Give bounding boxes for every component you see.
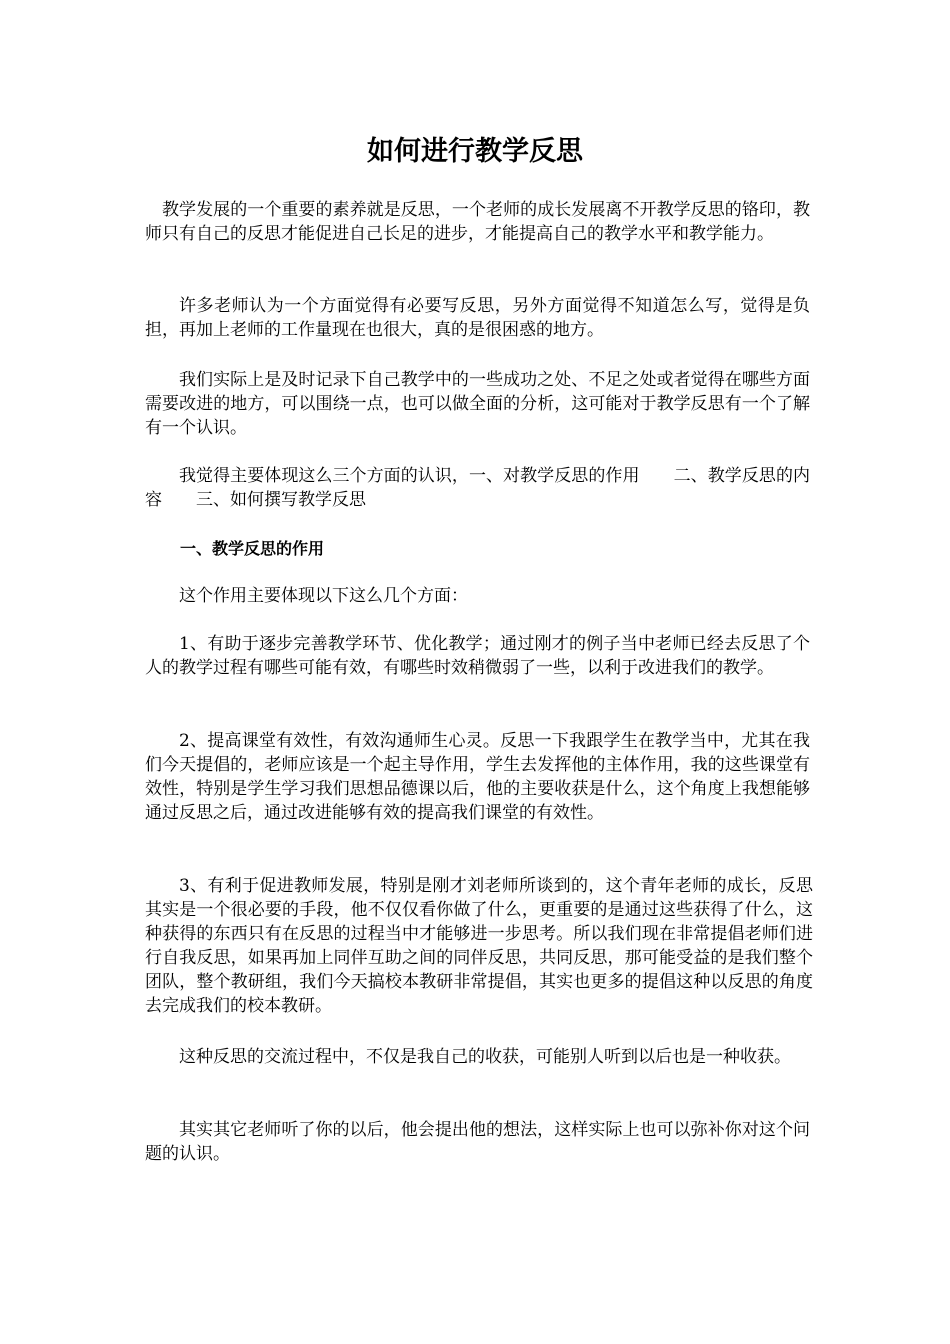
paragraph-practice: 我们实际上是及时记录下自己教学中的一些成功之处、不足之处或者觉得在哪些方面需要改进的地方，可以围绕一点，也可以做全面的分析，这可能对于教学反思有一个了解有一个认识。 — [145, 370, 810, 438]
paragraph-overview: 我觉得主要体现这么三个方面的认识，一、对教学反思的作用 二、教学反思的内容 三、如何撰写教学反思 — [145, 466, 810, 510]
paragraph-point-3: 3、有利于促进教师发展，特别是刚才刘老师所谈到的，这个青年老师的成长，反思其实是一个很必要的手段，他不仅仅看你做了什么，更重要的是通过这些获得了什么，这种获得的东西只有在反思的过程当中才能够进一步思考。所以我们现在非常提倡老师们进行自我反思，如果再加上同伴互助之间的同伴反思，共同反思，那可能受益的是我们整个团队，整个教研组，我们今天搞校本教研非常提倡，其实也更多的提倡这种以反思的角度去完成我们的校本教研。 — [145, 876, 813, 1016]
page-title: 如何进行教学反思 — [367, 136, 583, 167]
paragraph-point-2: 2、提高课堂有效性，有效沟通师生心灵。反思一下我跟学生在教学当中，尤其在我们今天提倡的，老师应该是一个起主导作用，学生去发挥他的主体作用，我的这些课堂有效性，特别是学生学习我们思想品德课以后，他的主要收获是什么，这个角度上我想能够通过反思之后，通过改进能够有效的提高我们课堂的有效性。 — [145, 731, 810, 823]
section-heading: 一、教学反思的作用 — [180, 539, 325, 558]
paragraph-exchange: 这种反思的交流过程中，不仅是我自己的收获，可能别人听到以后也是一种收获。 — [179, 1047, 791, 1067]
paragraph-concern: 许多老师认为一个方面觉得有必要写反思，另外方面觉得不知道怎么写，觉得是负担，再加上老师的工作量现在也很大，真的是很困惑的地方。 — [145, 296, 810, 340]
paragraph-intro: 教学发展的一个重要的素养就是反思，一个老师的成长发展离不开教学反思的铬印，教师只有自己的反思才能促进自己长足的进步，才能提高自己的教学水平和教学能力。 — [145, 200, 810, 244]
paragraph-feedback: 其实其它老师听了你的以后，他会提出他的想法，这样实际上也可以弥补你对这个问题的认识。 — [145, 1120, 810, 1164]
paragraph-section-intro: 这个作用主要体现以下这么几个方面： — [179, 586, 468, 606]
paragraph-point-1: 1、有助于逐步完善教学环节、优化教学；通过刚才的例子当中老师已经去反思了个人的教学过程有哪些可能有效，有哪些时效稍微弱了一些，以利于改进我们的教学。 — [145, 634, 810, 678]
